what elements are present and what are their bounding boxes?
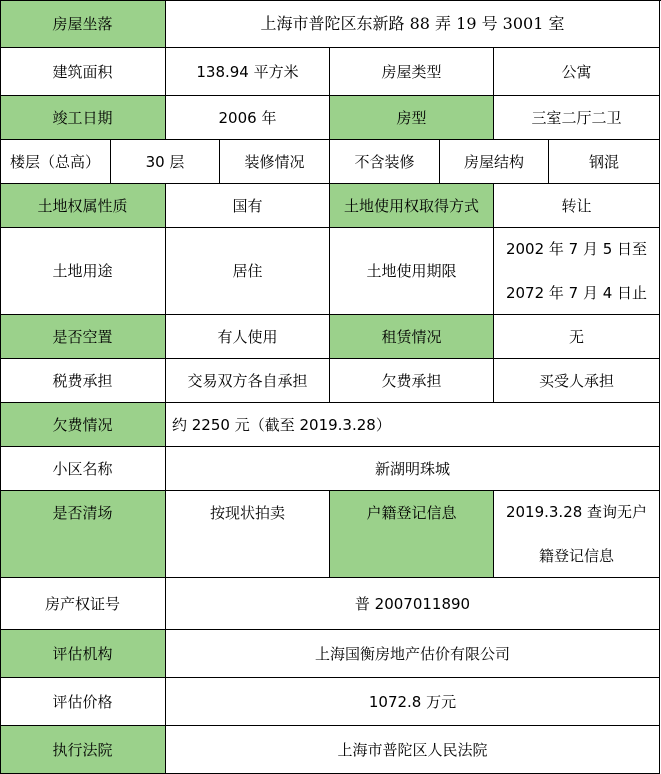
clearance-label: 是否清场 — [0, 491, 166, 578]
structure-value: 钢混 — [549, 140, 660, 184]
house-type-value: 公寓 — [494, 48, 660, 96]
location-label: 房屋坐落 — [0, 0, 166, 48]
area-value: 138.94 平方米 — [166, 48, 330, 96]
appraisal-price-value: 1072.8 万元 — [166, 678, 660, 726]
land-right-value: 国有 — [166, 184, 330, 228]
floor-value: 30 层 — [111, 140, 220, 184]
location-value: 上海市普陀区东新路 88 弄 19 号 3001 室 — [166, 0, 660, 48]
structure-label: 房屋结构 — [440, 140, 549, 184]
lease-label: 租赁情况 — [330, 315, 494, 359]
certificate-label: 房产权证号 — [0, 578, 166, 630]
decoration-value: 不含装修 — [330, 140, 440, 184]
layout-value: 三室二厅二卫 — [494, 96, 660, 140]
hukou-line-2: 籍登记信息 — [538, 547, 614, 565]
land-term-label: 土地使用期限 — [330, 228, 494, 315]
arrears-bearer-value: 买受人承担 — [494, 359, 660, 403]
house-type-label: 房屋类型 — [330, 48, 494, 96]
community-value: 新湖明珠城 — [166, 447, 660, 491]
land-term-value — [494, 228, 660, 315]
court-label: 执行法院 — [0, 726, 166, 774]
appraisal-agency-value: 上海国衡房地产估价有限公司 — [166, 630, 660, 678]
land-term-end: 2072 年 7 月 4 日止 — [505, 284, 648, 302]
hukou-label: 户籍登记信息 — [330, 491, 494, 578]
land-use-value: 居住 — [166, 228, 330, 315]
area-label: 建筑面积 — [0, 48, 166, 96]
arrears-label: 欠费情况 — [0, 403, 166, 447]
lease-value: 无 — [494, 315, 660, 359]
tax-value: 交易双方各自承担 — [166, 359, 330, 403]
appraisal-price-label: 评估价格 — [0, 678, 166, 726]
vacant-value: 有人使用 — [166, 315, 330, 359]
land-acquisition-value: 转让 — [494, 184, 660, 228]
hukou-line-1: 2019.3.28 查询无户 — [505, 503, 648, 521]
arrears-value: 约 2250 元（截至 2019.3.28） — [166, 403, 660, 447]
tax-label: 税费承担 — [0, 359, 166, 403]
land-use-label: 土地用途 — [0, 228, 166, 315]
layout-label: 房型 — [330, 96, 494, 140]
community-label: 小区名称 — [0, 447, 166, 491]
clearance-value: 按现状拍卖 — [166, 491, 330, 578]
arrears-bearer-label: 欠费承担 — [330, 359, 494, 403]
hukou-value — [494, 491, 660, 578]
certificate-value: 普 2007011890 — [166, 578, 660, 630]
appraisal-agency-label: 评估机构 — [0, 630, 166, 678]
completion-label: 竣工日期 — [0, 96, 166, 140]
land-term-start: 2002 年 7 月 5 日至 — [505, 240, 648, 258]
decoration-label: 装修情况 — [220, 140, 330, 184]
land-acquisition-label: 土地使用权取得方式 — [330, 184, 494, 228]
court-value: 上海市普陀区人民法院 — [166, 726, 660, 774]
land-right-label: 土地权属性质 — [0, 184, 166, 228]
floor-label: 楼层（总高） — [0, 140, 111, 184]
completion-value: 2006 年 — [166, 96, 330, 140]
vacant-label: 是否空置 — [0, 315, 166, 359]
